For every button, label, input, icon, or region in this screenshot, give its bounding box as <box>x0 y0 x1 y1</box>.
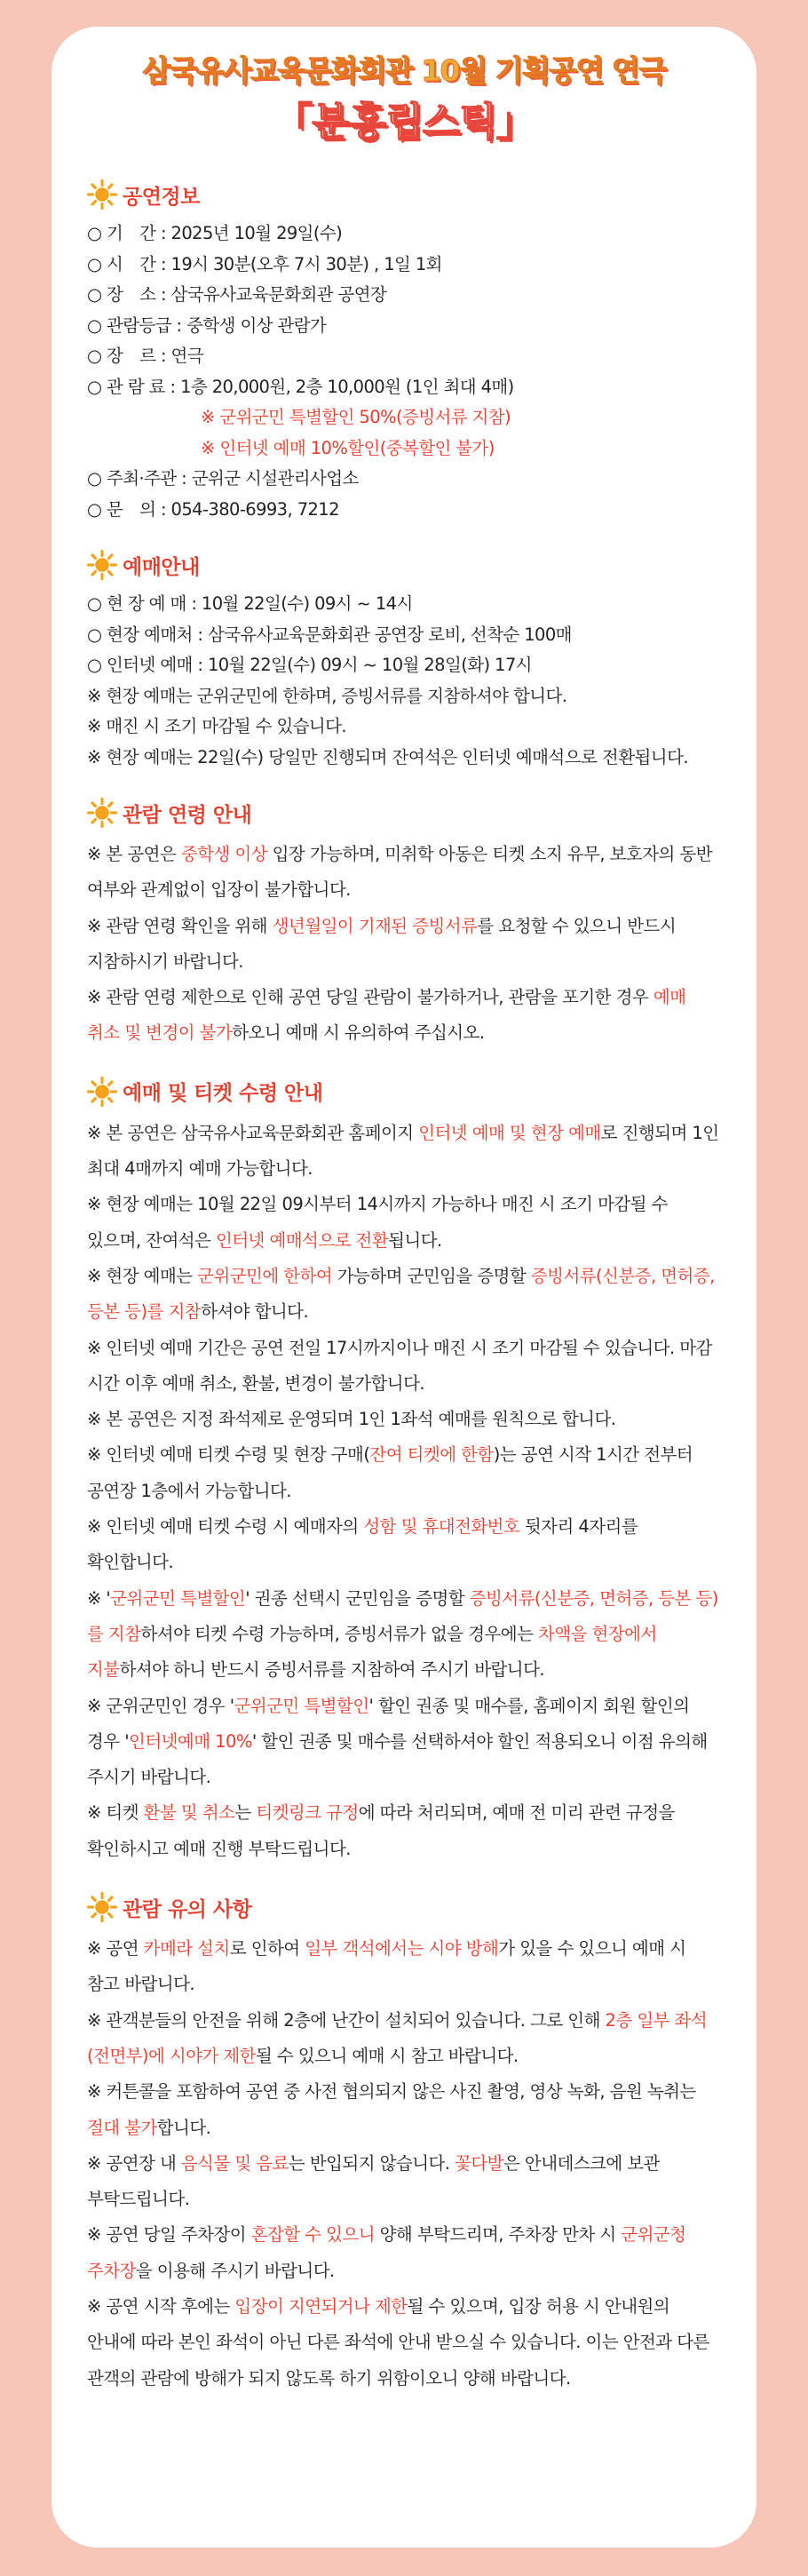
info-line-period: ○ 기 간 : 2025년 10월 29일(수) <box>87 223 343 243</box>
ticket-paragraph: ※ 인터넷 예매 티켓 수령 및 현장 구매(잔여 티켓에 한함)는 공연 시작 1시간 전부터 공연장 1층에서 가능합니다. <box>87 1444 693 1501</box>
ticket-paragraph: ※ 현장 예매는 군위군민에 한하여 가능하며 군민임을 증명할 증빙서류(신분증, 면허증, 등본 등)를 지참하셔야 합니다. <box>87 1265 715 1323</box>
section-ticket <box>87 1077 721 1867</box>
discount-note-online: ※ 인터넷 예매 10%할인(중복할인 불가) <box>201 437 495 458</box>
age-paragraph: ※ 본 공연은 중학생 이상 입장 가능하며, 미취학 아동은 티켓 소지 유무, 보호자의 동반 여부와 관계없이 입장이 불가합니다. <box>87 844 713 901</box>
section-age <box>87 798 721 1052</box>
sun-icon <box>87 550 117 580</box>
page-subtitle: 「분홍립스틱」 <box>273 99 535 145</box>
section-heading <box>87 179 721 210</box>
info-card <box>51 27 757 2548</box>
section-performance <box>87 179 721 525</box>
section-title: 공연정보 <box>123 184 200 209</box>
section-title: 관람 연령 안내 <box>123 802 252 827</box>
sun-icon <box>87 179 117 210</box>
page-header <box>87 50 721 149</box>
info-line-genre: ○ 장 르 : 연극 <box>87 346 204 366</box>
notice-paragraph: ※ 커튼콜을 포함하여 공연 중 사전 협의되지 않은 사진 촬영, 영상 녹화, 음원 녹취는 절대 불가합니다. <box>87 2081 696 2138</box>
age-paragraph: ※ 관람 연령 제한으로 인해 공연 당일 관람이 불가하거나, 관람을 포기한 경우 예매 취소 및 변경이 불가하오니 예매 시 유의하여 주십시오. <box>87 987 686 1044</box>
info-line-venue: ○ 장 소 : 삼국유사교육문화회관 공연장 <box>87 284 387 305</box>
ticket-paragraph: ※ 인터넷 예매 티켓 수령 시 예매자의 성함 및 휴대전화번호 뒷자리 4자리를 확인합니다. <box>87 1516 638 1573</box>
ticket-paragraph: ※ 티켓 환불 및 취소는 티켓링크 규정에 따라 처리되며, 예매 전 미리 관련 규정을 확인하시고 예매 진행 부탁드립니다. <box>87 1802 675 1859</box>
section-title: 관람 유의 사항 <box>123 1896 252 1921</box>
info-line-contact: ○ 문 의 : 054-380-6993, 7212 <box>87 498 339 520</box>
ticket-paragraph: ※ 현장 예매는 10월 22일 09시부터 14시까지 가능하나 매진 시 조기 마감될 수 있으며, 잔여석은 인터넷 예매석으로 전환됩니다. <box>87 1194 668 1251</box>
ticket-paragraph: ※ 본 공연은 삼국유사교육문화회관 홈페이지 인터넷 예매 및 현장 예매로 진행되며 1인 최대 4매까지 예매 가능합니다. <box>87 1122 719 1180</box>
booking-line: ※ 매진 시 조기 마감될 수 있습니다. <box>87 716 347 736</box>
info-line-host: ○ 주최·주관 : 군위군 시설관리사업소 <box>87 468 359 489</box>
notice-paragraph: ※ 공연 당일 주차장이 혼잡할 수 있으니 양해 부탁드리며, 주차장 만차 시 군위군청 주차장을 이용해 주시기 바랍니다. <box>87 2224 686 2281</box>
booking-line: ※ 현장 예매는 22일(수) 당일만 진행되며 잔여석은 인터넷 예매석으로 전환됩니다. <box>87 746 689 767</box>
section-notice <box>87 1892 721 2397</box>
booking-line: ○ 인터넷 예매 : 10월 22일(수) 09시 ~ 10월 28일(화) 17시 <box>87 655 532 675</box>
ticket-paragraph: ※ 본 공연은 지정 좌석제로 운영되며 1인 1좌석 예매를 원칙으로 합니다. <box>87 1409 616 1430</box>
sun-icon <box>87 1892 117 1922</box>
notice-paragraph: ※ 공연장 내 음식물 및 음료는 반입되지 않습니다. 꽃다발은 안내데스크에 보관 부탁드립니다. <box>87 2152 660 2210</box>
ticket-paragraph: ※ 군위군민인 경우 '군위군민 특별할인' 할인 권종 및 매수를, 홈페이지 회원 할인의 경우 '인터넷예매 10%' 할인 권종 및 매수를 선택하셔야 할인 적용되오니 이점 유의해 주시기 바랍니다. <box>87 1695 708 1788</box>
section-heading <box>87 550 721 580</box>
age-paragraph: ※ 관람 연령 확인을 위해 생년월일이 기재된 증빙서류를 요청할 수 있으니 반드시 지참하시기 바랍니다. <box>87 915 677 972</box>
notice-paragraph: ※ 공연 시작 후에는 입장이 지연되거나 제한될 수 있으며, 입장 허용 시 안내원의 안내에 따라 본인 좌석이 아닌 다른 좌석에 안내 받으실 수 있습니다. 이는 안전과 다른 관객의 관람에 방해가 되지 않도록 하기 위함이오니 양해 바랍니다. <box>87 2295 709 2389</box>
page-title: 삼국유사교육문화회관 10월 기획공연 연극 <box>142 53 666 88</box>
ticket-paragraph: ※ 인터넷 예매 기간은 공연 전일 17시까지이나 매진 시 조기 마감될 수 있습니다. 마감 시간 이후 예매 취소, 환불, 변경이 불가합니다. <box>87 1337 712 1394</box>
section-heading <box>87 798 721 828</box>
info-line-time: ○ 시 간 : 19시 30분(오후 7시 30분) , 1일 1회 <box>87 253 442 274</box>
discount-note-resident: ※ 군위군민 특별할인 50%(증빙서류 지참) <box>201 407 511 427</box>
booking-line: ※ 현장 예매는 군위군민에 한하며, 증빙서류를 지참하셔야 합니다. <box>87 685 567 706</box>
section-heading <box>87 1892 721 1922</box>
ticket-paragraph: ※ '군위군민 특별할인' 권종 선택시 군민임을 증명할 증빙서류(신분증, 면허증, 등본 등)를 지참하셔야 티켓 수령 가능하며, 증빙서류가 없을 경우에는 차액을 현장에서 지불하셔야 하니 반드시 증빙서류를 지참하여 주시기 바랍니다. <box>87 1587 718 1681</box>
booking-line: ○ 현 장 예 매 : 10월 22일(수) 09시 ~ 14시 <box>87 593 413 614</box>
notice-paragraph: ※ 관객분들의 안전을 위해 2층에 난간이 설치되어 있습니다. 그로 인해 2층 일부 좌석(전면부)에 시야가 제한될 수 있으니 예매 시 참고 바랍니다. <box>87 2009 708 2066</box>
section-booking <box>87 550 721 773</box>
booking-line: ○ 현장 예매처 : 삼국유사교육문화회관 공연장 로비, 선착순 100매 <box>87 624 572 645</box>
sun-icon <box>87 1077 117 1107</box>
section-title: 예매 및 티켓 수령 안내 <box>123 1081 323 1106</box>
section-title: 예매안내 <box>123 554 200 579</box>
section-heading <box>87 1077 721 1107</box>
info-line-rating: ○ 관람등급 : 중학생 이상 관람가 <box>87 314 327 336</box>
notice-paragraph: ※ 공연 카메라 설치로 인하여 일부 객석에서는 시야 방해가 있을 수 있으니 예매 시 참고 바랍니다. <box>87 1938 686 1995</box>
info-line-price: ○ 관 람 료 : 1층 20,000원, 2층 10,000원 (1인 최대 4매) <box>87 376 514 397</box>
sun-icon <box>87 798 117 828</box>
